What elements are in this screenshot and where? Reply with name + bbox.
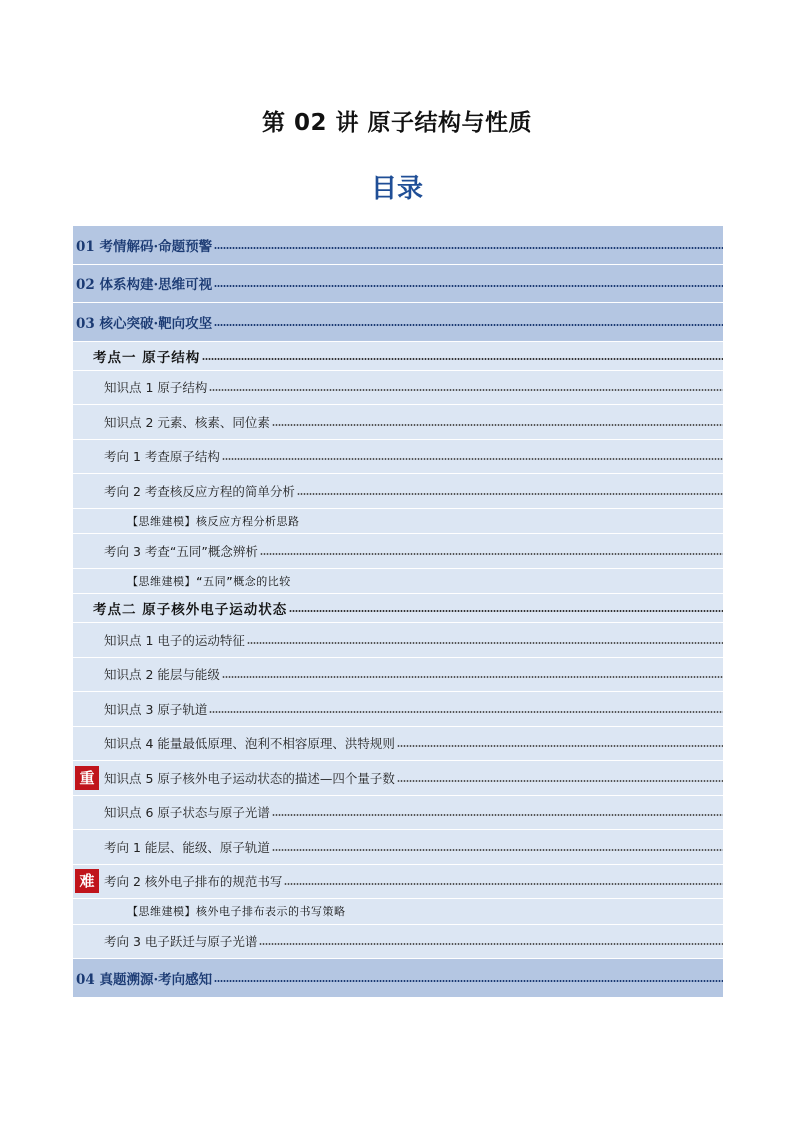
- dot-leader: [214, 285, 723, 287]
- toc-entry-label: 01 考情解码·命题预警: [76, 238, 213, 255]
- toc-section-row[interactable]: [73, 265, 723, 304]
- toc-entry-label: 【思维建模】核外电子排布表示的书写策略: [127, 905, 346, 919]
- toc-entry-row[interactable]: [73, 830, 723, 865]
- toc-entry-label: 知识点 2 元素、核素、同位素: [104, 414, 270, 430]
- toc-entry-label: 知识点 2 能层与能级: [104, 667, 220, 683]
- dot-leader: [214, 980, 723, 982]
- toc-entry-label: 知识点 1 电子的运动特征: [104, 632, 245, 648]
- toc-entry-row[interactable]: [73, 658, 723, 693]
- priority-badge: 难: [75, 869, 99, 893]
- dot-leader: [272, 424, 723, 426]
- dot-leader: [259, 943, 723, 945]
- table-of-contents: [73, 226, 723, 998]
- toc-entry-label: 考向 2 核外电子排布的规范书写: [104, 874, 283, 890]
- toc-entry-label: 知识点 3 原子轨道: [104, 701, 208, 717]
- toc-entry-label: 知识点 6 原子状态与原子光谱: [104, 805, 270, 821]
- toc-entry-row[interactable]: [73, 692, 723, 727]
- toc-section-row[interactable]: [73, 303, 723, 342]
- toc-entry-label: 【思维建模】“五同”概念的比较: [127, 574, 291, 588]
- toc-entry-label: 考向 3 电子跃迁与原子光谱: [104, 934, 258, 950]
- toc-entry-row[interactable]: [73, 474, 723, 509]
- toc-section-row[interactable]: [73, 226, 723, 265]
- dot-leader: [348, 913, 724, 915]
- toc-entry-row[interactable]: [73, 371, 723, 406]
- toc-entry-row[interactable]: [73, 796, 723, 831]
- dot-leader: [272, 814, 723, 816]
- toc-topic-row[interactable]: [73, 594, 723, 623]
- toc-topic-row[interactable]: [73, 342, 723, 371]
- toc-model-row[interactable]: [73, 899, 723, 925]
- toc-model-row[interactable]: [73, 509, 723, 535]
- dot-leader: [260, 553, 723, 555]
- toc-entry-label: 考点一 原子结构: [93, 349, 201, 366]
- dot-leader: [302, 523, 724, 525]
- dot-leader: [397, 745, 723, 747]
- toc-entry-label: 考向 2 考查核反应方程的简单分析: [104, 483, 295, 499]
- toc-entry-label: 04 真题溯源·考向感知: [76, 971, 213, 988]
- toc-entry-label: 考向 3 考查“五同”概念辨析: [104, 543, 258, 559]
- dot-leader: [272, 849, 723, 851]
- toc-entry-label: 知识点 1 原子结构: [104, 380, 208, 396]
- toc-entry-label: 知识点 5 原子核外电子运动状态的描述—四个量子数: [104, 770, 395, 786]
- dot-leader: [284, 883, 723, 885]
- toc-entry-row[interactable]: [73, 925, 723, 960]
- toc-section-row[interactable]: [73, 959, 723, 998]
- toc-entry-label: 02 体系构建·思维可视: [76, 277, 213, 294]
- dot-leader: [214, 324, 723, 326]
- dot-leader: [222, 458, 723, 460]
- toc-entry-row[interactable]: [73, 761, 723, 796]
- dot-leader: [209, 711, 723, 713]
- toc-entry-row[interactable]: [73, 534, 723, 569]
- toc-entry-label: 03 核心突破·靶向攻坚: [76, 315, 213, 332]
- toc-entry-label: 考向 1 考查原子结构: [104, 449, 220, 465]
- priority-badge: 重: [75, 766, 99, 790]
- toc-entry-row[interactable]: [73, 440, 723, 475]
- toc-entry-label: 考向 1 能层、能级、原子轨道: [104, 839, 270, 855]
- toc-entry-row[interactable]: [73, 865, 723, 900]
- dot-leader: [297, 493, 723, 495]
- toc-entry-row[interactable]: [73, 727, 723, 762]
- toc-heading: 目录: [370, 174, 423, 204]
- dot-leader: [202, 358, 723, 360]
- dot-leader: [209, 389, 723, 391]
- dot-leader: [222, 676, 723, 678]
- toc-model-row[interactable]: [73, 569, 723, 595]
- dot-leader: [214, 247, 723, 249]
- toc-entry-label: 【思维建模】核反应方程分析思路: [127, 514, 300, 528]
- dot-leader: [293, 583, 723, 585]
- toc-entry-row[interactable]: [73, 405, 723, 440]
- document-title: 第 02 讲 原子结构与性质: [261, 110, 533, 136]
- toc-entry-label: 知识点 4 能量最低原理、泡利不相容原理、洪特规则: [104, 736, 395, 752]
- toc-entry-label: 考点二 原子核外电子运动状态: [93, 602, 288, 618]
- toc-entry-row[interactable]: [73, 623, 723, 658]
- dot-leader: [247, 642, 723, 644]
- dot-leader: [289, 610, 723, 612]
- dot-leader: [397, 780, 723, 782]
